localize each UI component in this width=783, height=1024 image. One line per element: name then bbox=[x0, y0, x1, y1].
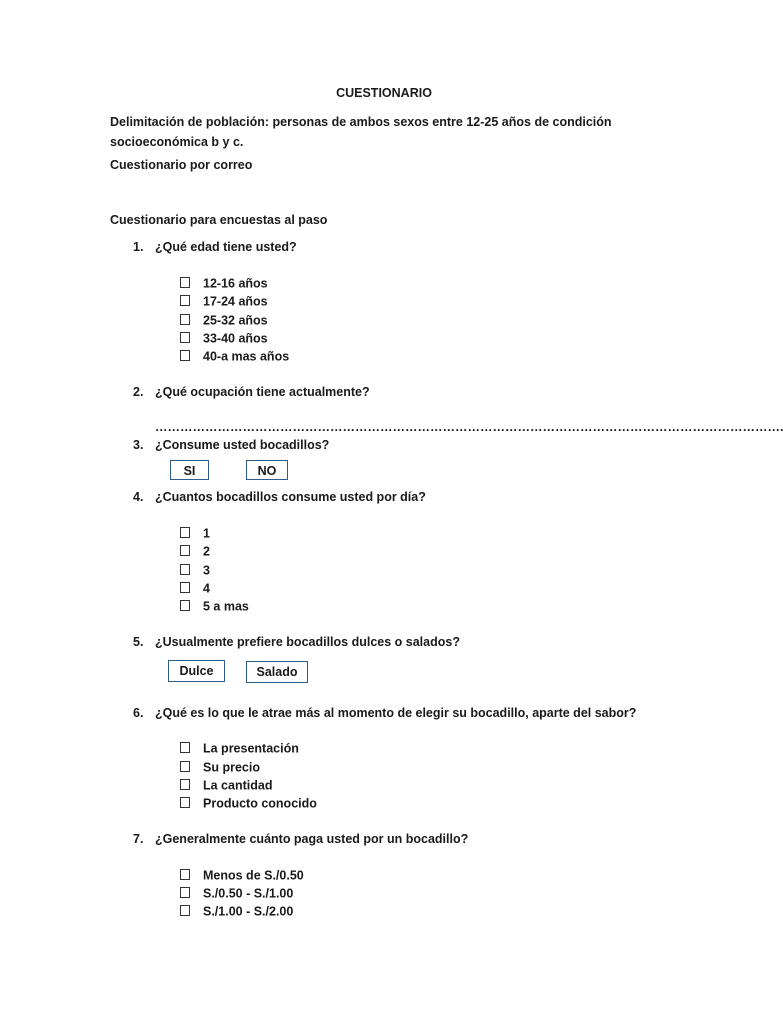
checkbox-icon[interactable] bbox=[180, 350, 190, 361]
option-checkbox[interactable] bbox=[180, 331, 268, 349]
option-checkbox[interactable] bbox=[180, 294, 268, 312]
no-option-box[interactable]: NO bbox=[246, 460, 288, 480]
checkbox-icon[interactable] bbox=[180, 779, 190, 790]
option-label: Su precio bbox=[203, 760, 260, 775]
checkbox-icon[interactable] bbox=[180, 564, 190, 575]
population-delimitation: Delimitación de población: personas de ambos sexos entre 12-25 años de condición socioeconómica b y c. bbox=[110, 115, 612, 149]
question-text: ¿Cuantos bocadillos consume usted por día? bbox=[155, 490, 426, 504]
option-checkbox[interactable] bbox=[180, 599, 249, 617]
question-number: 1. bbox=[133, 240, 144, 254]
question-text: ¿Generalmente cuánto paga usted por un bocadillo? bbox=[155, 832, 469, 846]
option-checkbox[interactable] bbox=[180, 544, 210, 562]
checkbox-icon[interactable] bbox=[180, 314, 190, 325]
option-label: La presentación bbox=[203, 741, 299, 756]
question-number: 6. bbox=[133, 706, 144, 720]
option-label: 5 a mas bbox=[203, 599, 249, 614]
option-label: 25-32 años bbox=[203, 313, 268, 328]
option-label: 40-a mas años bbox=[203, 349, 290, 364]
checkbox-icon[interactable] bbox=[180, 905, 190, 916]
option-label: 17-24 años bbox=[203, 294, 268, 309]
option-checkbox[interactable] bbox=[180, 868, 304, 886]
checkbox-icon[interactable] bbox=[180, 582, 190, 593]
option-label: 33-40 años bbox=[203, 331, 268, 346]
question-text: ¿Consume usted bocadillos? bbox=[155, 438, 330, 452]
option-checkbox[interactable] bbox=[180, 349, 289, 367]
question-number: 3. bbox=[133, 438, 144, 452]
option-checkbox[interactable] bbox=[180, 563, 210, 581]
option-checkbox[interactable] bbox=[180, 741, 299, 759]
option-label: La cantidad bbox=[203, 778, 273, 793]
question-text: ¿Usualmente prefiere bocadillos dulces o salados? bbox=[155, 635, 460, 649]
street-survey-heading: Cuestionario para encuestas al paso bbox=[110, 213, 328, 227]
salty-option-box[interactable]: Salado bbox=[246, 661, 308, 683]
question-number: 2. bbox=[133, 385, 144, 399]
checkbox-icon[interactable] bbox=[180, 761, 190, 772]
sweet-option-box[interactable]: Dulce bbox=[168, 660, 225, 682]
occupation-answer-line[interactable]: ……………………………………………………………………………………………………………………………………. bbox=[155, 420, 783, 434]
option-label: Menos de S./0.50 bbox=[203, 868, 304, 883]
option-label: 4 bbox=[203, 581, 210, 596]
checkbox-icon[interactable] bbox=[180, 527, 190, 538]
mail-questionnaire-heading: Cuestionario por correo bbox=[110, 158, 253, 172]
option-checkbox[interactable] bbox=[180, 904, 293, 922]
yes-option-box[interactable]: SI bbox=[170, 460, 209, 480]
checkbox-icon[interactable] bbox=[180, 332, 190, 343]
option-checkbox[interactable] bbox=[180, 276, 268, 294]
option-label: S./0.50 - S./1.00 bbox=[203, 886, 294, 901]
option-checkbox[interactable] bbox=[180, 526, 210, 544]
option-checkbox[interactable] bbox=[180, 796, 317, 814]
option-label: 12-16 años bbox=[203, 276, 268, 291]
option-checkbox[interactable] bbox=[180, 778, 272, 796]
option-checkbox[interactable] bbox=[180, 313, 268, 331]
checkbox-icon[interactable] bbox=[180, 545, 190, 556]
option-label: Producto conocido bbox=[203, 796, 317, 811]
page-title: CUESTIONARIO bbox=[336, 86, 432, 100]
checkbox-icon[interactable] bbox=[180, 887, 190, 898]
option-label: 1 bbox=[203, 526, 210, 541]
question-number: 4. bbox=[133, 490, 144, 504]
option-checkbox[interactable] bbox=[180, 760, 260, 778]
checkbox-icon[interactable] bbox=[180, 797, 190, 808]
question-text: ¿Qué ocupación tiene actualmente? bbox=[155, 385, 370, 399]
option-label: 3 bbox=[203, 563, 210, 578]
checkbox-icon[interactable] bbox=[180, 869, 190, 880]
checkbox-icon[interactable] bbox=[180, 600, 190, 611]
option-label: 2 bbox=[203, 544, 210, 559]
option-label: S./1.00 - S./2.00 bbox=[203, 904, 294, 919]
checkbox-icon[interactable] bbox=[180, 742, 190, 753]
question-number: 5. bbox=[133, 635, 144, 649]
checkbox-icon[interactable] bbox=[180, 277, 190, 288]
option-checkbox[interactable] bbox=[180, 581, 210, 599]
option-checkbox[interactable] bbox=[180, 886, 293, 904]
checkbox-icon[interactable] bbox=[180, 295, 190, 306]
question-text: ¿Qué es lo que le atrae más al momento de elegir su bocadillo, aparte del sabor? bbox=[155, 706, 637, 720]
question-number: 7. bbox=[133, 832, 144, 846]
question-text: ¿Qué edad tiene usted? bbox=[155, 240, 297, 254]
